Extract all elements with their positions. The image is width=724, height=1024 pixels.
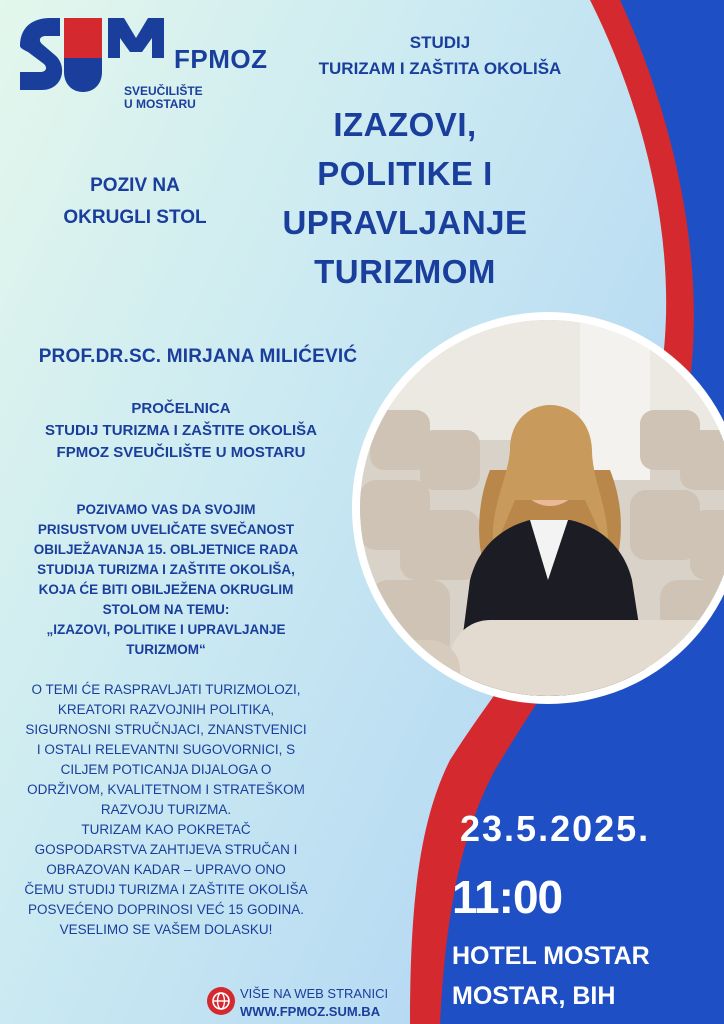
role-line2: STUDIJ TURIZMA I ZAŠTITE OKOLIŠA bbox=[45, 422, 317, 439]
body-line: POSVEĆENO DOPRINOSI VEĆ 15 GODINA. bbox=[27, 902, 305, 917]
event-date: 23.5.2025. bbox=[460, 808, 651, 849]
invite-line: PRISUSTVOM UVELIČATE SVEČANOST bbox=[37, 522, 295, 537]
invite-line: POZIVAMO VAS DA SVOJIM bbox=[76, 502, 256, 517]
body-line: TURIZAM KAO POKRETAČ bbox=[81, 822, 251, 837]
role-line3: FPMOZ SVEUČILIŠTE U MOSTARU bbox=[56, 444, 306, 461]
logo-sub-line1: SVEUČILIŠTE bbox=[124, 84, 203, 98]
poziv-line1: POZIV NA bbox=[90, 175, 180, 196]
website-link[interactable]: WWW.FPMOZ.SUM.BA bbox=[240, 1004, 381, 1019]
body-line: I OSTALI RELEVANTNI SUGOVORNICI, S bbox=[36, 742, 296, 757]
title-line3: UPRAVLJANJE bbox=[282, 204, 528, 241]
invite-line: „IZAZOVI, POLITIKE I UPRAVLJANJE bbox=[46, 622, 286, 637]
body-line: OBRAZOVAN KADAR – UPRAVO ONO bbox=[46, 862, 286, 877]
body-line: ODRŽIVOM, KVALITETNOM I STRATEŠKOM bbox=[27, 782, 305, 797]
logo-subtitle bbox=[124, 85, 203, 111]
body-line: KREATORI RAZVOJNIH POLITIKA, bbox=[57, 702, 275, 717]
body-line: O TEMI ĆE RASPRAVLJATI TURIZMOLOZI, bbox=[31, 682, 301, 697]
invite-line: STUDIJA TURIZMA I ZAŠTITE OKOLIŠA, bbox=[37, 562, 295, 577]
program-header bbox=[270, 30, 610, 82]
web-label: VIŠE NA WEB STRANICI bbox=[240, 986, 389, 1001]
speaker-role bbox=[0, 398, 362, 464]
invitation-heading bbox=[30, 170, 240, 234]
globe-icon bbox=[206, 986, 236, 1016]
body-line: GOSPODARSTVA ZAHTIJEVA STRUČAN I bbox=[34, 842, 298, 857]
invite-line: KOJA ĆE BITI OBILJEŽENA OKRUGLIM bbox=[38, 582, 294, 597]
role-line1: PROČELNICA bbox=[131, 400, 231, 417]
title-line4: TURIZMOM bbox=[314, 253, 496, 290]
body-line: VESELIMO SE VAŠEM DOLASKU! bbox=[59, 922, 273, 937]
event-venue: HOTEL MOSTAR bbox=[452, 942, 650, 970]
event-title bbox=[250, 100, 560, 296]
speaker-name: PROF.DR.SC. MIRJANA MILIĆEVIĆ bbox=[38, 346, 358, 367]
event-time: 11:00 bbox=[452, 871, 563, 923]
invitation-text bbox=[6, 500, 326, 660]
invite-line: OBILJEŽAVANJA 15. OBLJETNICE RADA bbox=[33, 542, 299, 557]
program-header-line2: TURIZAM I ZAŠTITA OKOLIŠA bbox=[318, 59, 562, 78]
event-city: MOSTAR, BIH bbox=[452, 982, 616, 1010]
logo-name: FPMOZ bbox=[174, 44, 268, 74]
invite-line: STOLOM NA TEMU: bbox=[102, 602, 230, 617]
body-line: RAZVOJU TURIZMA. bbox=[100, 802, 232, 817]
logo-sub-line2: U MOSTARU bbox=[124, 97, 196, 111]
body-line: SIGURNOSNI STRUČNJACI, ZNANSTVENICI bbox=[25, 722, 307, 737]
sum-logo bbox=[16, 12, 276, 111]
body-line: CILJEM POTICANJA DIJALOGA O bbox=[60, 762, 272, 777]
speaker-photo bbox=[360, 320, 724, 696]
poziv-line2: OKRUGLI STOL bbox=[63, 207, 207, 228]
body-line: ČEMU STUDIJ TURIZMA I ZAŠTITE OKOLIŠA bbox=[24, 882, 308, 897]
title-line1: IZAZOVI, bbox=[333, 106, 477, 143]
invite-line: TURIZMOM“ bbox=[126, 642, 206, 657]
program-header-line1: STUDIJ bbox=[409, 33, 471, 52]
description-text bbox=[6, 680, 326, 940]
title-line2: POLITIKE I bbox=[317, 155, 493, 192]
